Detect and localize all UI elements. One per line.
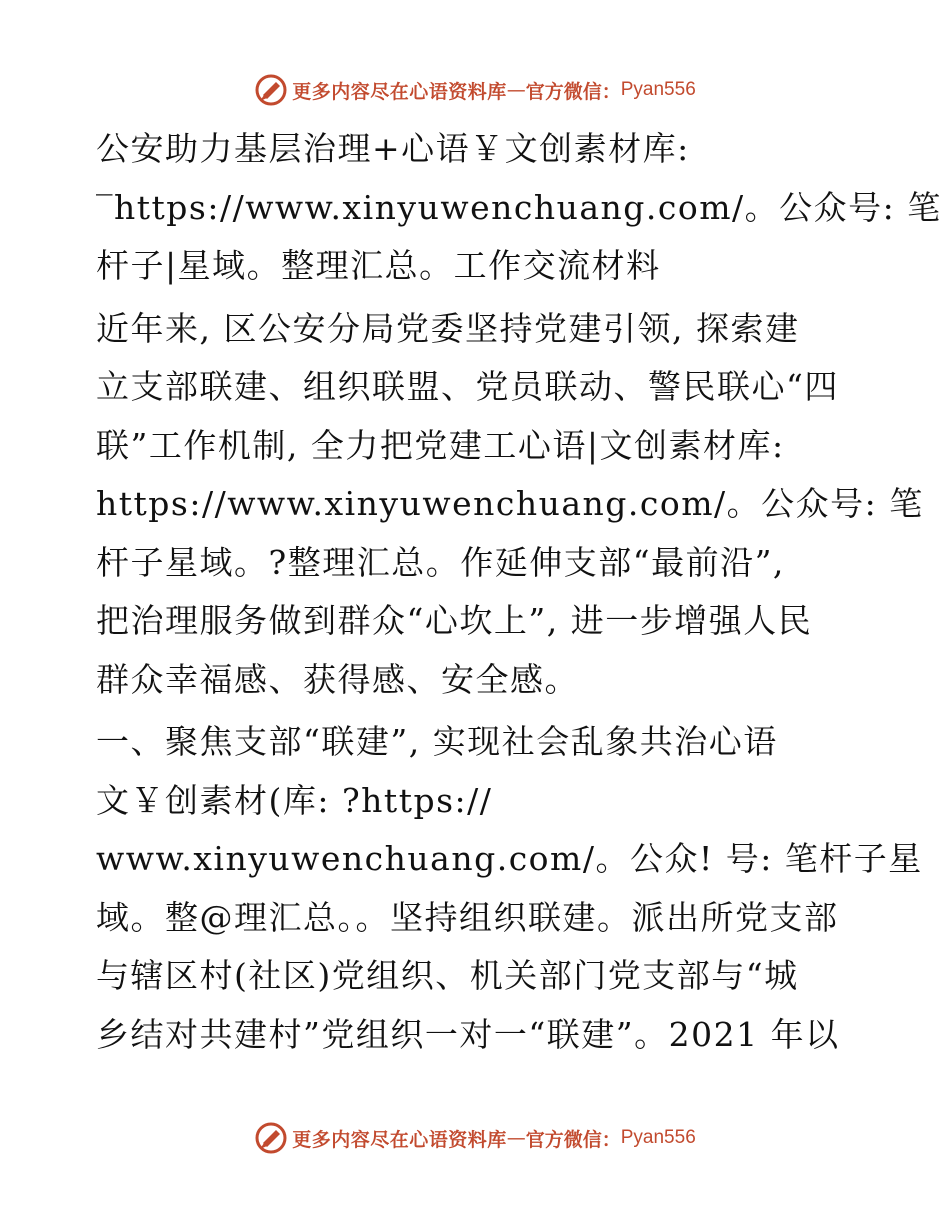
document-body (96, 120, 942, 1064)
logo-icon (254, 1121, 288, 1155)
text-line: 文￥创素材(库: ?https:// (96, 780, 493, 820)
banner-text: 更多内容尽在心语资料库 (292, 1128, 507, 1151)
banner-separator: — (506, 1127, 526, 1149)
banner-wechat-id: Pyan556 (620, 79, 696, 100)
paragraph (96, 120, 942, 296)
text-line: 近年来, 区公安分局党委坚持党建引领, 探索建 (96, 308, 800, 348)
text-line: 公安助力基层治理+心语￥文创素材库: (96, 129, 690, 168)
banner-text: 更多内容尽在心语资料库 (292, 80, 507, 103)
text-line: 域。整@理汇总。。坚持组织联建。派出所党支部 (96, 897, 839, 937)
header-banner (0, 70, 950, 110)
paragraph (96, 713, 923, 1064)
text-line: https://www.xinyuwenchuang.com/。公众号: 笔 (96, 484, 924, 523)
text-line: 立支部联建、组织联盟、党员联动、警民联心“四 (96, 367, 839, 406)
banner-wechat-id: Pyan556 (620, 1127, 696, 1148)
text-line: 杆子星域。?整理汇总。作延伸支部“最前沿”, (96, 542, 785, 582)
text-line: 一、聚焦支部“联建”, 实现社会乱象共治心语 (96, 722, 778, 761)
banner-separator: — (506, 79, 526, 101)
text-line: 联”工作机制, 全力把党建工心语|文创素材库: (96, 425, 785, 465)
text-line: 把治理服务做到群众“心坎上”, 进一步增强人民 (96, 601, 813, 640)
text-line: 与辖区村(社区)党组织、机关部门党支部与“城 (96, 956, 799, 995)
paragraph (96, 300, 924, 710)
text-line: ‾https://www.xinyuwenchuang.com/。公众号: 笔 (96, 187, 942, 227)
text-line: www.xinyuwenchuang.com/。公众! 号: 笔杆子星 (96, 839, 923, 878)
footer-banner (0, 1118, 950, 1158)
text-line: 群众幸福感、获得感、安全感。 (96, 659, 579, 699)
logo-icon (254, 73, 288, 107)
text-line: 乡结对共建村”党组织一对一“联建”。2021 年以 (96, 1014, 840, 1054)
text-line: 杆子|星域。整理汇总。工作交流材料 (96, 246, 661, 285)
banner-wechat-label: 官方微信： (525, 80, 621, 103)
banner-wechat-label: 官方微信： (525, 1128, 621, 1151)
